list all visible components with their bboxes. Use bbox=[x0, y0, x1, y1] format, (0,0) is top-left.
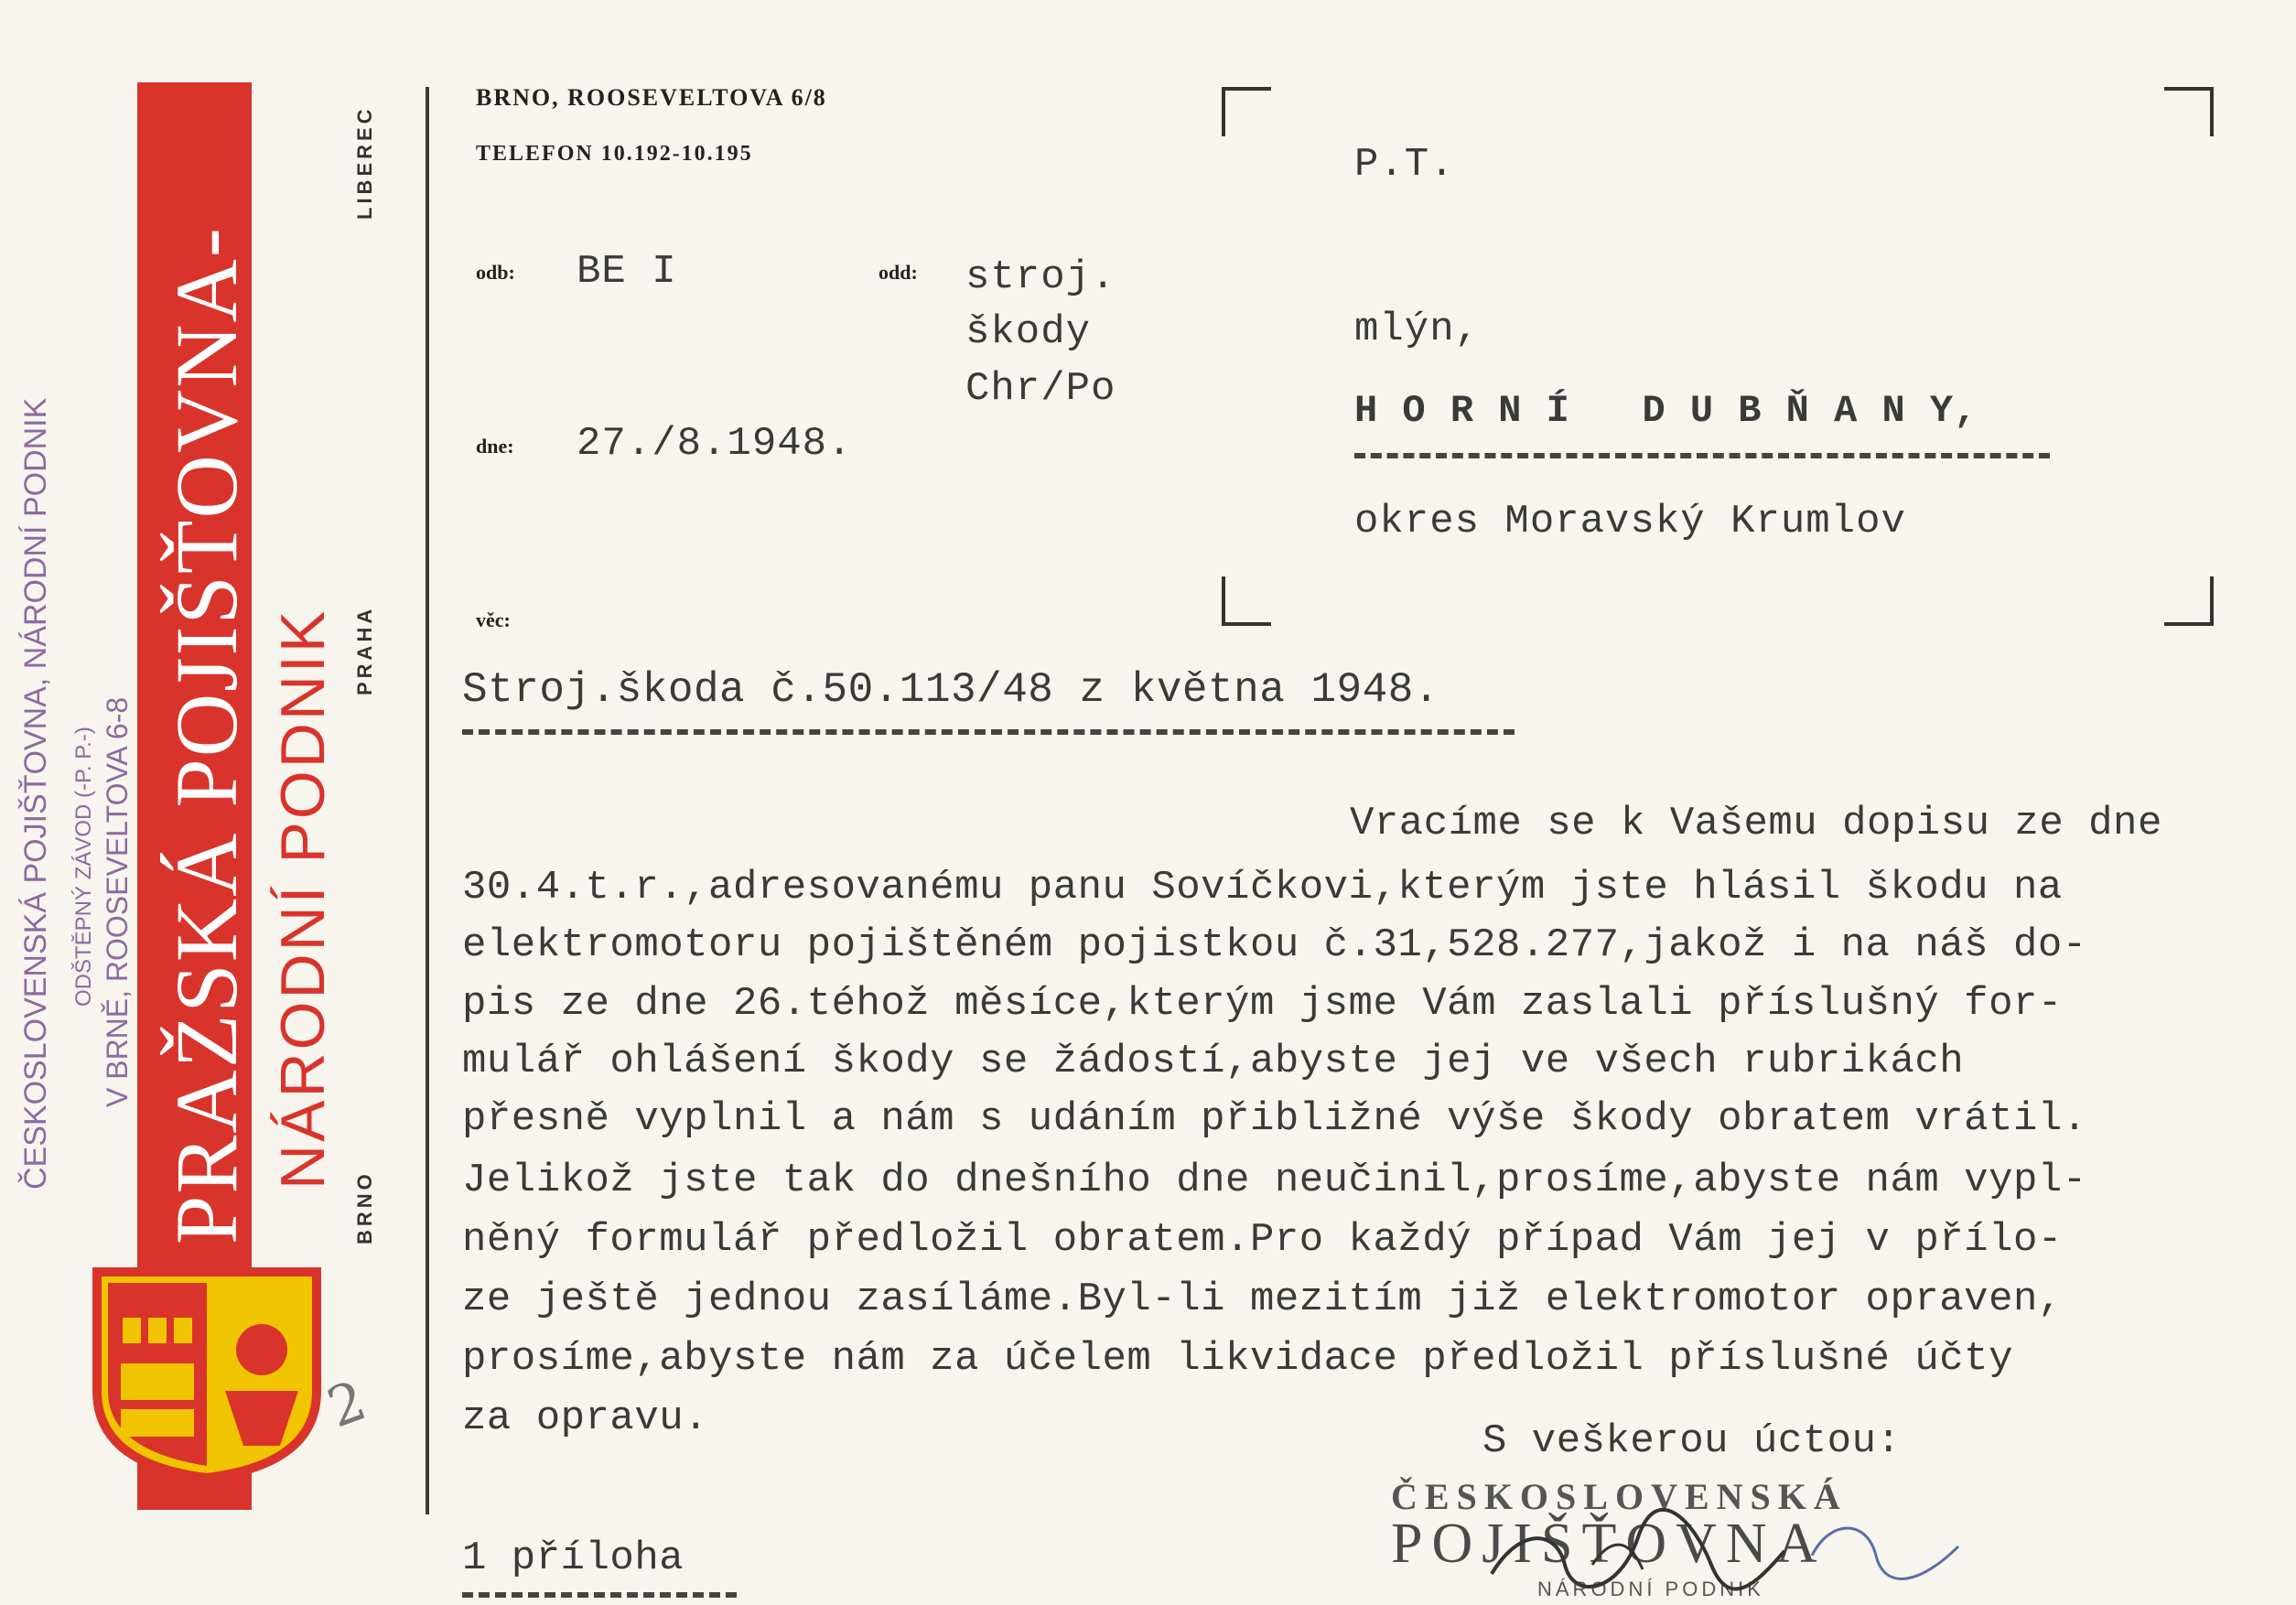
window-corner-top-right bbox=[2164, 87, 2214, 136]
odb-value: BE I bbox=[577, 249, 677, 295]
header-address: BRNO, ROOSEVELTOVA 6/8 bbox=[476, 84, 827, 111]
recipient-line-2: mlýn, bbox=[1354, 307, 1481, 352]
dne-label: dne: bbox=[476, 435, 514, 458]
body-line: pis ze dne 26.téhož měsíce,kterým jsme Vám zaslali příslušný for- bbox=[462, 981, 2063, 1027]
vec-label: věc: bbox=[476, 609, 511, 631]
body-line: elektromotoru pojištěném pojistkou č.31,528.277,jakož i na náš do- bbox=[462, 922, 2087, 968]
subject-underline bbox=[462, 729, 1514, 740]
coat-of-arms-logo bbox=[88, 1263, 326, 1482]
city-brno: BRNO bbox=[353, 1170, 376, 1244]
odb-label: odb: bbox=[476, 261, 515, 284]
window-corner-bottom-right bbox=[2164, 576, 2214, 626]
city-liberec: LIBEREC bbox=[353, 105, 376, 220]
signature-stamp-line2: POJIŠŤOVNA bbox=[1391, 1513, 1827, 1575]
attachment-underline bbox=[462, 1592, 737, 1603]
body-line: něný formulář předložil obratem.Pro každý případ Vám jej v přílo- bbox=[462, 1217, 2063, 1263]
signature-stamp-line3: NÁRODNÍ PODNIK bbox=[1537, 1578, 1764, 1600]
recipient-line-3: H O R N Í D U B Ň A N Y, bbox=[1354, 389, 1978, 433]
odd-value-3: Chr/Po bbox=[965, 366, 1116, 412]
body-line: prosíme,abyste nám za účelem likvidace předložil příslušné účty bbox=[462, 1336, 2013, 1382]
signature-stamp-line1: ČESKOSLOVENSKÁ bbox=[1391, 1476, 1848, 1517]
recipient-line-4: okres Moravský Krumlov bbox=[1354, 499, 1906, 544]
branch-stamp-line3: V BRNĚ, ROOSEVELTOVA 6-8 bbox=[101, 696, 134, 1107]
letterhead-divider bbox=[426, 87, 429, 1514]
subject-line: Stroj.škoda č.50.113/48 z května 1948. bbox=[462, 666, 1439, 714]
recipient-line-1: P.T. bbox=[1354, 142, 1455, 188]
handwritten-mark: 2 bbox=[319, 1368, 375, 1441]
body-line: 30.4.t.r.,adresovanému panu Sovíčkovi,kterým jste hlásil škodu na bbox=[462, 865, 2063, 910]
body-line: přesně vyplnil a nám s udáním přibližné výše škody obratem vrátil. bbox=[462, 1096, 2087, 1142]
body-line: Jelikož jste tak do dnešního dne neučinil,prosíme,abyste nám vypl- bbox=[462, 1158, 2087, 1203]
window-corner-bottom-left bbox=[1222, 576, 1271, 626]
odd-label: odd: bbox=[879, 261, 918, 284]
city-praha: PRAHA bbox=[353, 605, 376, 695]
odd-value-2: škody bbox=[965, 309, 1092, 355]
header-phone: TELEFON 10.192-10.195 bbox=[476, 142, 753, 166]
branch-stamp-line1: ČESKOSLOVENSKÁ POJIŠŤOVNA, NÁRODNÍ PODNIK bbox=[18, 397, 53, 1190]
attachment-note: 1 příloha bbox=[462, 1535, 684, 1581]
brand-name: PRAŽSKÁ POJIŠŤOVNA- bbox=[157, 226, 255, 1244]
body-line: mulář ohlášení škody se žádostí,abyste jej ve všech rubrikách bbox=[462, 1039, 1965, 1084]
odd-value-1: stroj. bbox=[965, 254, 1116, 300]
dne-value: 27./8.1948. bbox=[577, 421, 853, 467]
window-corner-top-left bbox=[1222, 87, 1271, 136]
body-line: ze ještě jednou zasíláme.Byl-li mezitím již elektromotor opraven, bbox=[462, 1276, 2063, 1322]
brand-subtitle: NÁRODNÍ PODNIK bbox=[268, 608, 338, 1190]
recipient-underline bbox=[1354, 453, 2050, 464]
branch-stamp-line2: ODŠTĚPNÝ ZÁVOD (-P. P.-) bbox=[71, 727, 96, 1007]
handwritten-signature bbox=[1482, 1501, 1995, 1601]
body-line: Vracíme se k Vašemu dopisu ze dne bbox=[1350, 801, 2162, 846]
closing-salutation: S veškerou úctou: bbox=[1482, 1418, 1902, 1464]
body-line: za opravu. bbox=[462, 1395, 709, 1441]
